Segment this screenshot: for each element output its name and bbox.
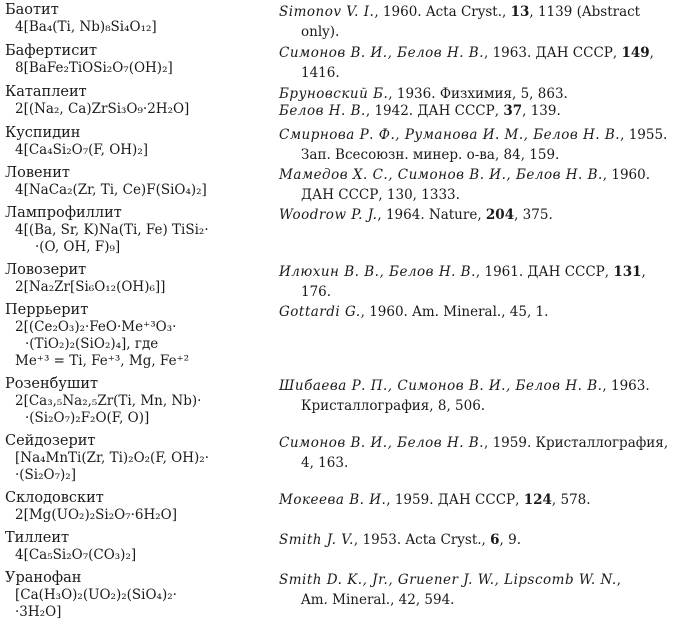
- mineral-name: Перрьерит: [5, 302, 89, 318]
- ref-text: , 1959. Кристаллография,: [484, 435, 669, 451]
- ref-volume: 131: [613, 264, 642, 280]
- reference: [279, 570, 694, 610]
- ref-authors: Smith J. V.: [279, 532, 354, 548]
- mineral-formula-cont: ·(Si₂O₇)₂]: [15, 467, 76, 483]
- ref-text: , 1963.: [602, 378, 650, 394]
- mineral-formula: 2[(Na₂, Ca)ZrSi₃O₉·2H₂O]: [15, 101, 190, 117]
- ref-text: , 1960. Acta Cryst.,: [374, 4, 511, 20]
- ref-tail: , 9.: [499, 532, 522, 548]
- ref-text: , 1936. Физхимия, 5, 863.: [388, 86, 568, 102]
- mineral-block: [5, 84, 270, 118]
- ref-text: , 1963. ДАН СССР,: [484, 45, 622, 61]
- ref-text: , 1953. Acta Cryst.,: [353, 532, 491, 548]
- ref-continuation: Зап. Всесоюзн. минер. о-ва, 84, 159.: [301, 147, 560, 163]
- mineral-block: [5, 570, 270, 621]
- ref-volume: 13: [510, 4, 530, 20]
- mineral-name: Бафертисит: [5, 43, 98, 59]
- reference: [279, 433, 694, 473]
- ref-tail: ,: [649, 45, 654, 61]
- ref-continuation: 1416.: [301, 65, 340, 81]
- mineral-name: Куспидин: [5, 125, 81, 141]
- ref-text: , 1959. ДАН СССР,: [386, 492, 524, 508]
- mineral-formula: 4[(Ba, Sr, K)Na(Ti, Fe) TiSi₂·: [15, 222, 209, 238]
- mineral-block: [5, 530, 270, 564]
- ref-tail: , 139.: [522, 103, 561, 119]
- ref-continuation: Am. Mineral., 42, 594.: [301, 592, 455, 608]
- mineral-name: Уранофан: [5, 570, 82, 586]
- ref-tail: ,: [641, 264, 646, 280]
- ref-volume: 204: [485, 207, 515, 223]
- mineral-name: Катаплеит: [5, 84, 87, 100]
- mineral-name: Баотит: [5, 2, 59, 18]
- ref-continuation: only).: [301, 24, 340, 40]
- ref-authors: Мокеева В. И.: [279, 492, 387, 508]
- reference: [279, 101, 694, 121]
- mineral-block: [5, 43, 270, 77]
- mineral-name: Склодовскит: [5, 490, 104, 506]
- mineral-formula: 4[Ca₅Si₂O₇(CO₃)₂]: [15, 547, 137, 563]
- ref-text: , 1942. ДАН СССР,: [365, 103, 504, 119]
- reference: [279, 165, 694, 205]
- ref-authors: Симонов В. И., Белов Н. В.: [279, 435, 485, 451]
- mineral-name: Ловенит: [5, 165, 70, 181]
- ref-text: , 1964. Nature,: [377, 207, 486, 223]
- mineral-name: Сейдозерит: [5, 433, 96, 449]
- mineral-formula: 2[Na₂Zr[Si₆O₁₂(OH)₆]]: [15, 279, 166, 295]
- reference: [279, 376, 694, 416]
- mineral-formula: 4[Ba₄(Ti, Nb)₈Si₄O₁₂]: [15, 19, 157, 35]
- ref-authors: Белов Н. В.: [279, 103, 366, 119]
- ref-authors: Бруновский Б.: [279, 86, 389, 102]
- ref-text: , 1955.: [620, 127, 668, 143]
- reference: [279, 43, 694, 83]
- mineral-formula-cont: ·(TiO₂)₂(SiO₂)₄], где: [25, 336, 159, 352]
- reference: [279, 205, 694, 225]
- mineral-block: [5, 490, 270, 524]
- ref-text: , 1961. ДАН СССР,: [475, 264, 614, 280]
- mineral-formula-cont: ·3H₂O]: [15, 604, 62, 620]
- mineral-block: [5, 125, 270, 159]
- ref-tail: , 375.: [514, 207, 553, 223]
- ref-continuation: ДАН СССР, 130, 1333.: [301, 187, 460, 203]
- ref-volume: 6: [490, 532, 500, 548]
- mineral-formula: [Ca(H₃O)₂(UO₂)₂(SiO₄)₂·: [15, 587, 177, 603]
- mineral-formula-note: Me⁺³ = Ti, Fe⁺³, Mg, Fe⁺²: [15, 353, 190, 369]
- ref-authors: Илюхин В. В., Белов Н. В.: [279, 264, 476, 280]
- ref-text: , 1960.: [602, 167, 651, 183]
- mineral-formula: 4[Ca₄Si₂O₇(F, OH)₂]: [15, 142, 149, 158]
- mineral-block: [5, 376, 270, 427]
- reference: [279, 262, 694, 302]
- mineral-formula-cont: ·(Si₂O₇)₂F₂O(F, O)]: [25, 410, 150, 426]
- mineral-formula: 2[Mg(UO₂)₂Si₂O₇·6H₂O]: [15, 507, 177, 523]
- ref-authors: Woodrow P. J.: [279, 207, 378, 223]
- ref-continuation: 176.: [301, 284, 332, 300]
- ref-authors: Мамедов Х. С., Симонов В. И., Белов Н. В.: [279, 167, 603, 183]
- reference: [279, 530, 694, 550]
- ref-text: ,: [616, 572, 622, 588]
- mineral-block: [5, 262, 270, 296]
- mineral-name: Ловозерит: [5, 262, 87, 278]
- ref-authors: Шибаева Р. П., Симонов В. И., Белов Н. В.: [279, 378, 603, 394]
- ref-authors: Смирнова Р. Ф., Руманова И. М., Белов Н. В.: [279, 127, 621, 143]
- mineral-block: [5, 302, 270, 370]
- reference: [279, 490, 694, 510]
- ref-authors: Симонов В. И., Белов Н. В.: [279, 45, 485, 61]
- mineral-formula: 8[BaFe₂TiOSi₂O₇(OH)₂]: [15, 60, 173, 76]
- mineral-formula: 2[Ca₃,₅Na₂,₅Zr(Ti, Mn, Nb)·: [15, 393, 202, 409]
- ref-tail: , 1139 (Abstract: [529, 4, 641, 20]
- ref-authors: Smith D. K., Jr., Gruener J. W., Lipscomb W. N.: [279, 572, 617, 588]
- reference: [279, 302, 694, 322]
- ref-text: , 1960. Am. Mineral., 45, 1.: [360, 304, 549, 320]
- mineral-name: Розенбушит: [5, 376, 99, 392]
- mineral-block: [5, 205, 270, 256]
- mineral-name: Тиллеит: [5, 530, 70, 546]
- ref-volume: 37: [503, 103, 523, 119]
- ref-tail: , 578.: [551, 492, 591, 508]
- mineral-formula: [Na₄MnTi(Zr, Ti)₂O₂(F, OH)₂·: [15, 450, 209, 466]
- ref-continuation: 4, 163.: [301, 455, 349, 471]
- mineral-block: [5, 2, 270, 36]
- ref-authors: Gottardi G.: [279, 304, 361, 320]
- ref-authors: Simonov V. I.: [279, 4, 375, 20]
- mineral-formula-cont: ·(O, OH, F)₉]: [35, 239, 121, 255]
- mineral-formula: 4[NaCa₂(Zr, Ti, Ce)F(SiO₄)₂]: [15, 182, 207, 198]
- mineral-name: Лампрофиллит: [5, 205, 122, 221]
- reference: [279, 2, 694, 42]
- reference: [279, 125, 694, 165]
- ref-continuation: Кристаллография, 8, 506.: [301, 398, 486, 414]
- mineral-block: [5, 433, 270, 484]
- ref-volume: 124: [523, 492, 552, 508]
- ref-volume: 149: [621, 45, 650, 61]
- mineral-block: [5, 165, 270, 199]
- mineral-formula: 2[(Ce₂O₃)₂·FeO·Me⁺³O₃·: [15, 319, 177, 335]
